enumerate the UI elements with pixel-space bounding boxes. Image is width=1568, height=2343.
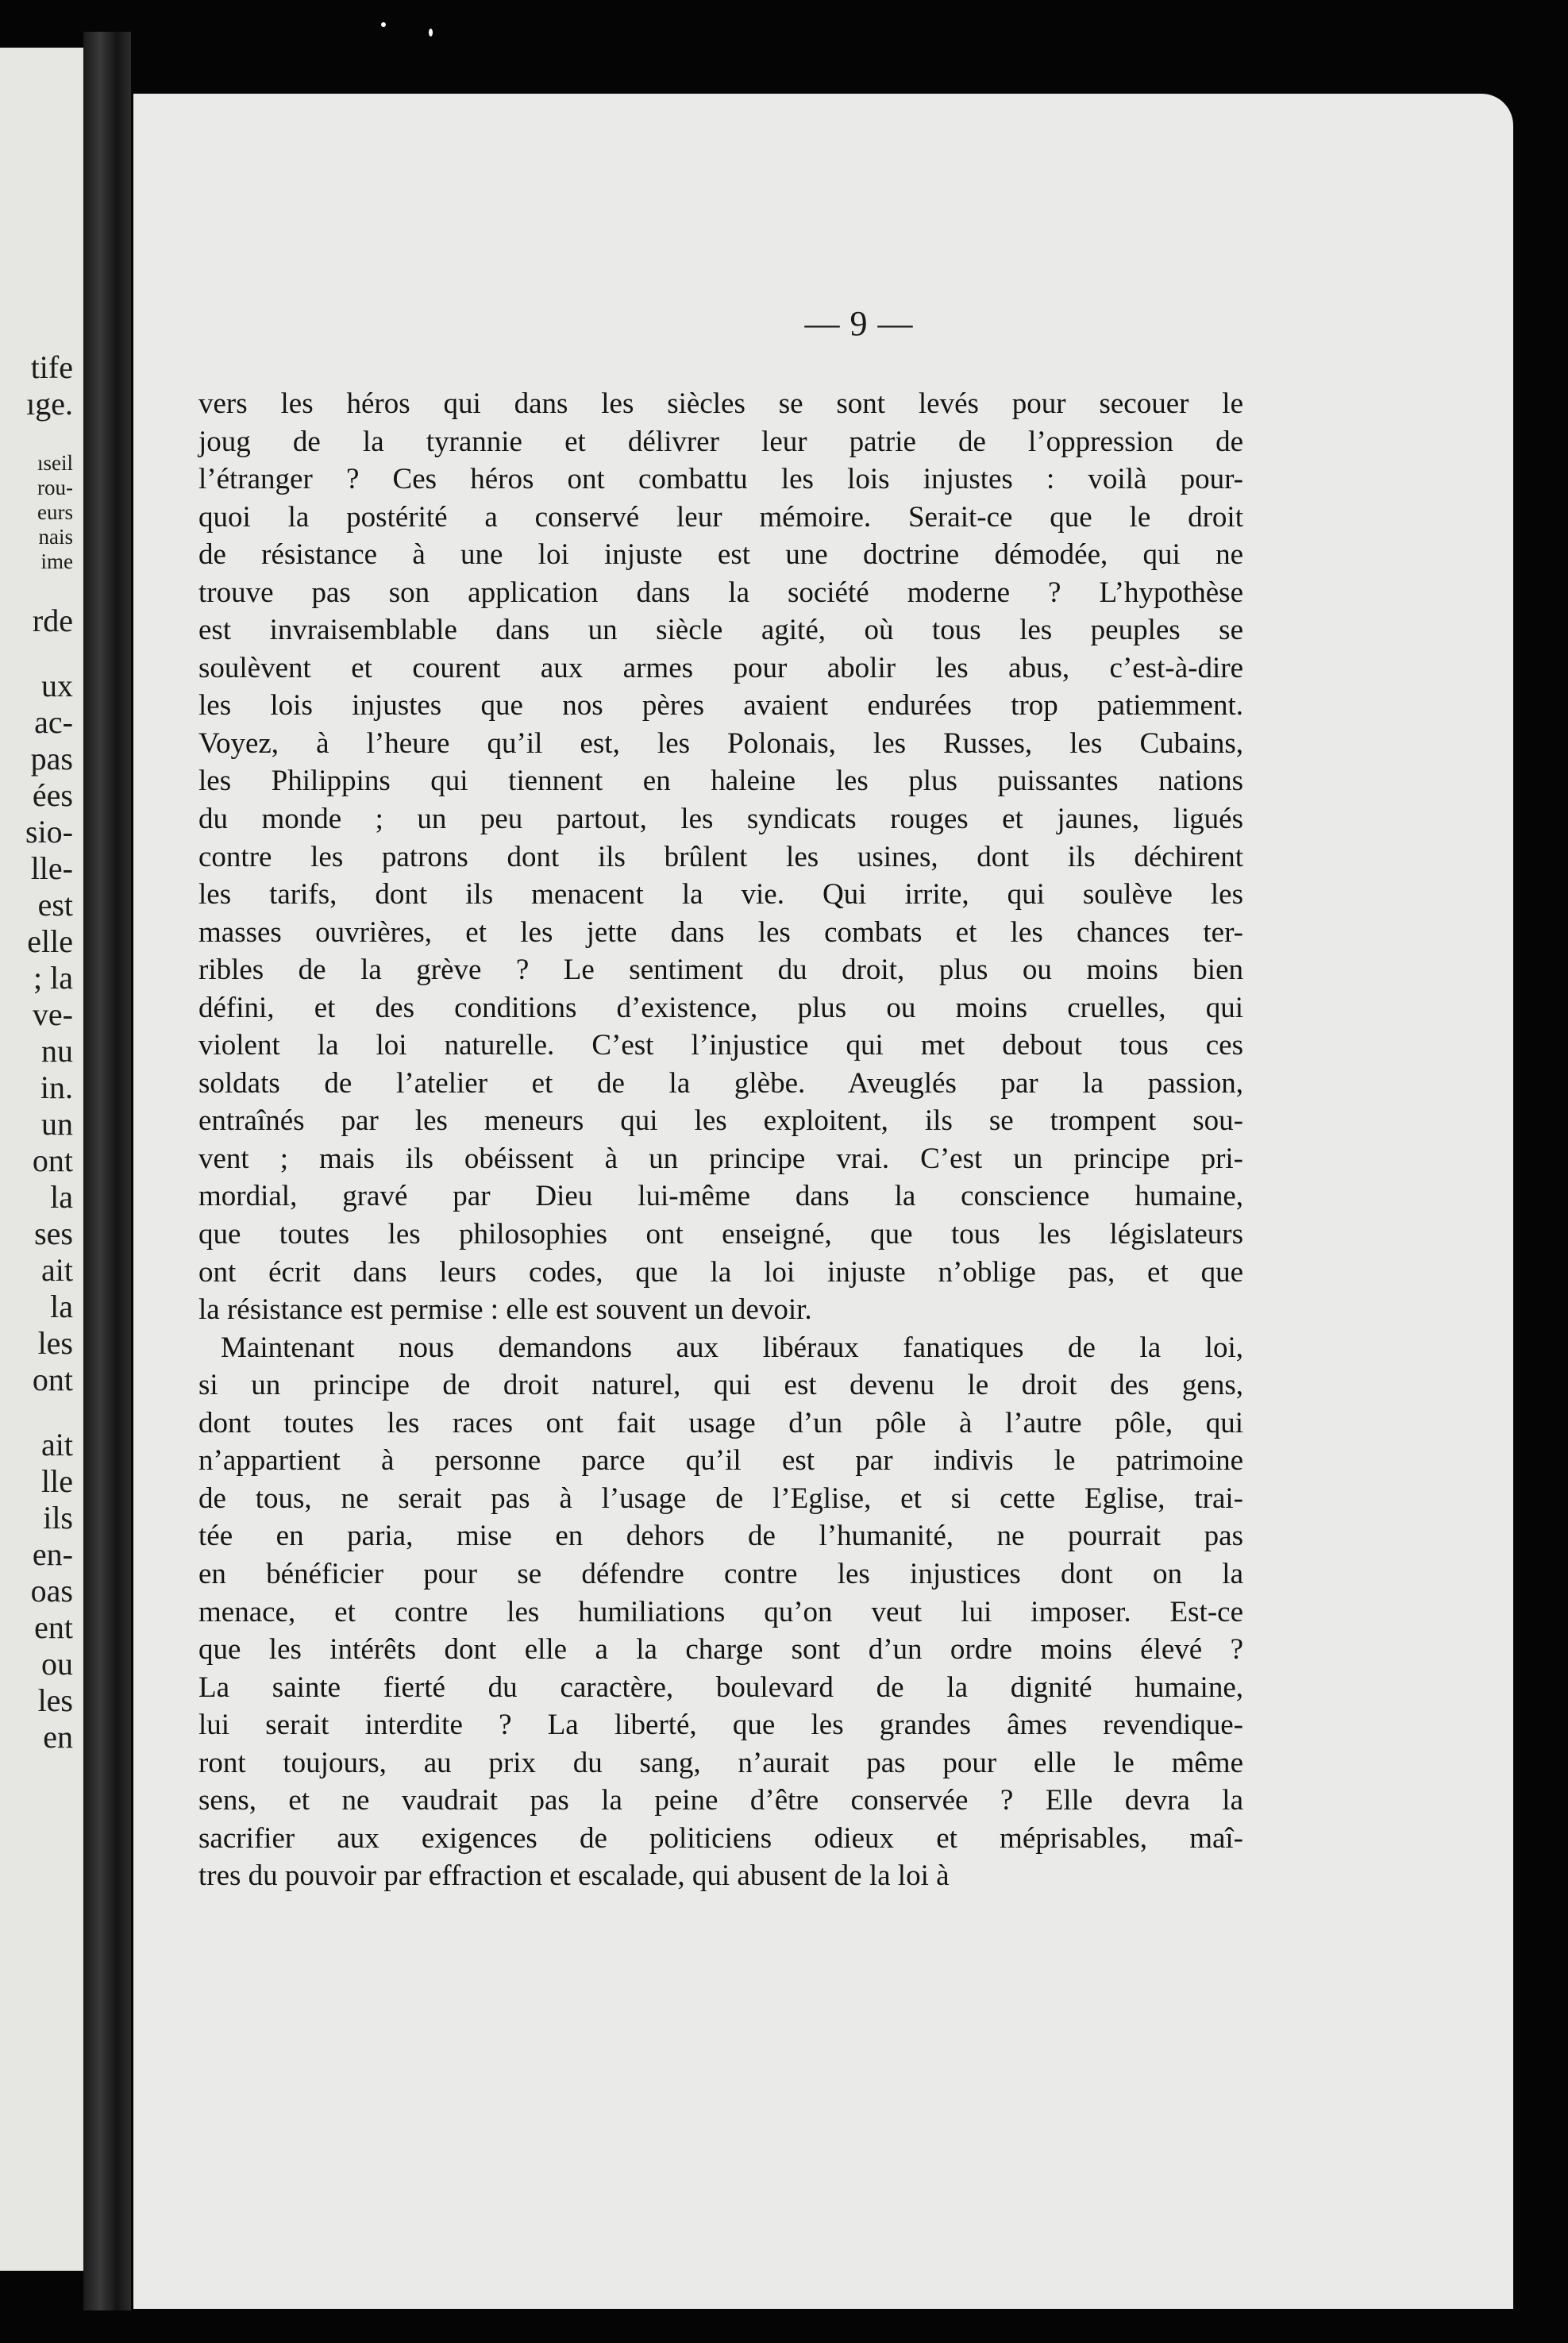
text-line: en bénéficier pour se défendre contre les injustices dont on la	[198, 1557, 1243, 1590]
text-line: l’étranger ? Ces héros ont combattu les lois injustes : voilà pour-	[198, 463, 1243, 496]
text-line: les lois injustes que nos pères avaient endurées trop patiemment.	[198, 689, 1243, 723]
text-line: trouve pas son application dans la société moderne ? L’hypothèse	[198, 576, 1243, 609]
text-line: Voyez, à l’heure qu’il est, les Polonais, les Russes, les Cubains,	[198, 726, 1243, 760]
text-line: contre les patrons dont ils brûlent les usines, dont ils déchirent	[198, 840, 1243, 873]
previous-page-fragment: ait	[41, 1427, 73, 1462]
dust-speck	[381, 22, 386, 27]
previous-page-fragment: ou	[41, 1646, 73, 1682]
previous-page-fragment: tife	[30, 349, 73, 385]
previous-page-fragment: nu	[41, 1033, 73, 1069]
text-line: masses ouvrières, et les jette dans les combats et les chances ter-	[198, 915, 1243, 949]
book-binding	[83, 32, 131, 2310]
text-line: de tous, ne serait pas à l’usage de l’Eglise, et si cette Eglise, trai-	[198, 1482, 1243, 1515]
previous-page-fragment: ıseil	[37, 451, 73, 475]
previous-page-fragment: en	[43, 1719, 73, 1755]
text-line: les tarifs, dont ils menacent la vie. Qui irrite, qui soulève les	[198, 878, 1243, 911]
text-line: ront toujours, au prix du sang, n’aurait pas pour elle le même	[198, 1746, 1243, 1779]
previous-page-fragment: ont	[32, 1362, 73, 1397]
text-line: ont écrit dans leurs codes, que la loi injuste n’oblige pas, et que	[198, 1255, 1243, 1289]
text-line: les Philippins qui tiennent en haleine les plus puissantes nations	[198, 765, 1243, 798]
previous-page-fragment: in.	[40, 1069, 73, 1105]
previous-page-fragment: les	[37, 1325, 73, 1361]
previous-page-fragment: est	[37, 887, 73, 923]
previous-page-fragment: rou-	[37, 476, 73, 499]
fragment-gap	[0, 1398, 79, 1427]
previous-page-fragment: ées	[32, 777, 73, 813]
text-line: vers les héros qui dans les siècles se sont levés pour secouer le	[198, 387, 1243, 420]
previous-page-fragment: lle	[41, 1463, 73, 1499]
text-line: la résistance est permise : elle est souvent un devoir.	[198, 1293, 812, 1327]
fragment-gap	[0, 422, 79, 451]
page-text	[198, 385, 1243, 1895]
previous-page-fragment: lle-	[30, 850, 73, 886]
text-line: défini, et des conditions d’existence, plus ou moins cruelles, qui	[198, 991, 1243, 1024]
text-line: sacrifier aux exigences de politiciens odieux et méprisables, maî-	[198, 1821, 1243, 1855]
text-line: mordial, gravé par Dieu lui-même dans la conscience humaine,	[198, 1180, 1243, 1213]
text-line: joug de la tyrannie et délivrer leur patrie de l’oppression de	[198, 425, 1243, 458]
text-line: est invraisemblable dans un siècle agité, où tous les peuples se	[198, 614, 1243, 647]
text-line: soldats de l’atelier et de la glèbe. Aveuglés par la passion,	[198, 1066, 1243, 1100]
text-line: soulèvent et courent aux armes pour abolir les abus, c’est-à-dire	[198, 651, 1243, 684]
previous-page-fragments	[0, 349, 79, 1755]
text-line: que les intérêts dont elle a la charge sont d’un ordre moins élevé ?	[198, 1633, 1243, 1667]
previous-page-fragment: rde	[32, 603, 73, 638]
text-line: sens, et ne vaudrait pas la peine d’être conservée ? Elle devra la	[198, 1784, 1243, 1817]
previous-page-fragment: ils	[43, 1500, 73, 1536]
previous-page-fragment: elle	[27, 923, 73, 959]
text-line: La sainte fierté du caractère, boulevard de la dignité humaine,	[198, 1671, 1243, 1704]
previous-page-fragment: eurs	[37, 500, 73, 524]
previous-page-fragment: oas	[30, 1573, 73, 1609]
previous-page-fragment: nais	[38, 525, 73, 549]
previous-page-fragment: les	[37, 1682, 73, 1718]
text-line: violent la loi naturelle. C’est l’injustice qui met debout tous ces	[198, 1029, 1243, 1062]
previous-page-fragment: ux	[41, 668, 73, 703]
text-line: tée en paria, mise en dehors de l’humanité, ne pourrait pas	[198, 1520, 1243, 1553]
previous-page-fragment: la	[50, 1179, 73, 1215]
previous-page-fragment: ait	[41, 1252, 73, 1288]
previous-page-fragment: un	[41, 1106, 73, 1142]
text-line: dont toutes les races ont fait usage d’un pôle à l’autre pôle, qui	[198, 1406, 1243, 1439]
text-line: entraînés par les meneurs qui les exploitent, ils se trompent sou-	[198, 1104, 1243, 1138]
text-line: ribles de la grève ? Le sentiment du droit, plus ou moins bien	[198, 954, 1243, 987]
text-line: lui serait interdite ? La liberté, que les grandes âmes revendique-	[198, 1709, 1243, 1742]
dust-speck	[429, 29, 433, 37]
text-line: Maintenant nous demandons aux libéraux fanatiques de la loi,	[221, 1331, 1243, 1364]
previous-page-fragment: ent	[34, 1609, 73, 1645]
previous-page-fragment: la	[50, 1289, 73, 1324]
page-number: — 9 —	[804, 304, 914, 343]
previous-page-fragment: en-	[32, 1536, 73, 1572]
text-line: que toutes les philosophies ont enseigné, que tous les législateurs	[198, 1218, 1243, 1251]
fragment-gap	[0, 574, 79, 603]
text-line: quoi la postérité a conservé leur mémoire. Serait-ce que le droit	[198, 500, 1243, 534]
text-line: vent ; mais ils obéissent à un principe vrai. C’est un principe pri-	[198, 1142, 1243, 1175]
book-page	[133, 94, 1513, 2309]
text-line: tres du pouvoir par effraction et escalade, qui abusent de la loi à	[198, 1859, 950, 1893]
previous-page-fragment: pas	[30, 741, 73, 777]
fragment-gap	[0, 639, 79, 668]
text-line: si un principe de droit naturel, qui est devenu le droit des gens,	[198, 1369, 1243, 1402]
previous-page-fragment: ont	[32, 1143, 73, 1178]
previous-page-fragment: ac-	[34, 704, 73, 740]
text-line: de résistance à une loi injuste est une doctrine démodée, qui ne	[198, 538, 1243, 572]
previous-page-fragment: ve-	[32, 996, 73, 1032]
previous-page-fragment: ses	[34, 1216, 73, 1251]
text-line: n’appartient à personne parce qu’il est par indivis le patrimoine	[198, 1444, 1243, 1478]
text-line: menace, et contre les humiliations qu’on veut lui imposer. Est-ce	[198, 1595, 1243, 1628]
text-line: du monde ; un peu partout, les syndicats rouges et jaunes, ligués	[198, 803, 1243, 836]
previous-page-fragment: ime	[40, 549, 73, 573]
previous-page-fragment: sio-	[25, 814, 73, 850]
previous-page-fragment: ıge.	[26, 386, 73, 422]
previous-page-fragment: ; la	[33, 960, 73, 996]
